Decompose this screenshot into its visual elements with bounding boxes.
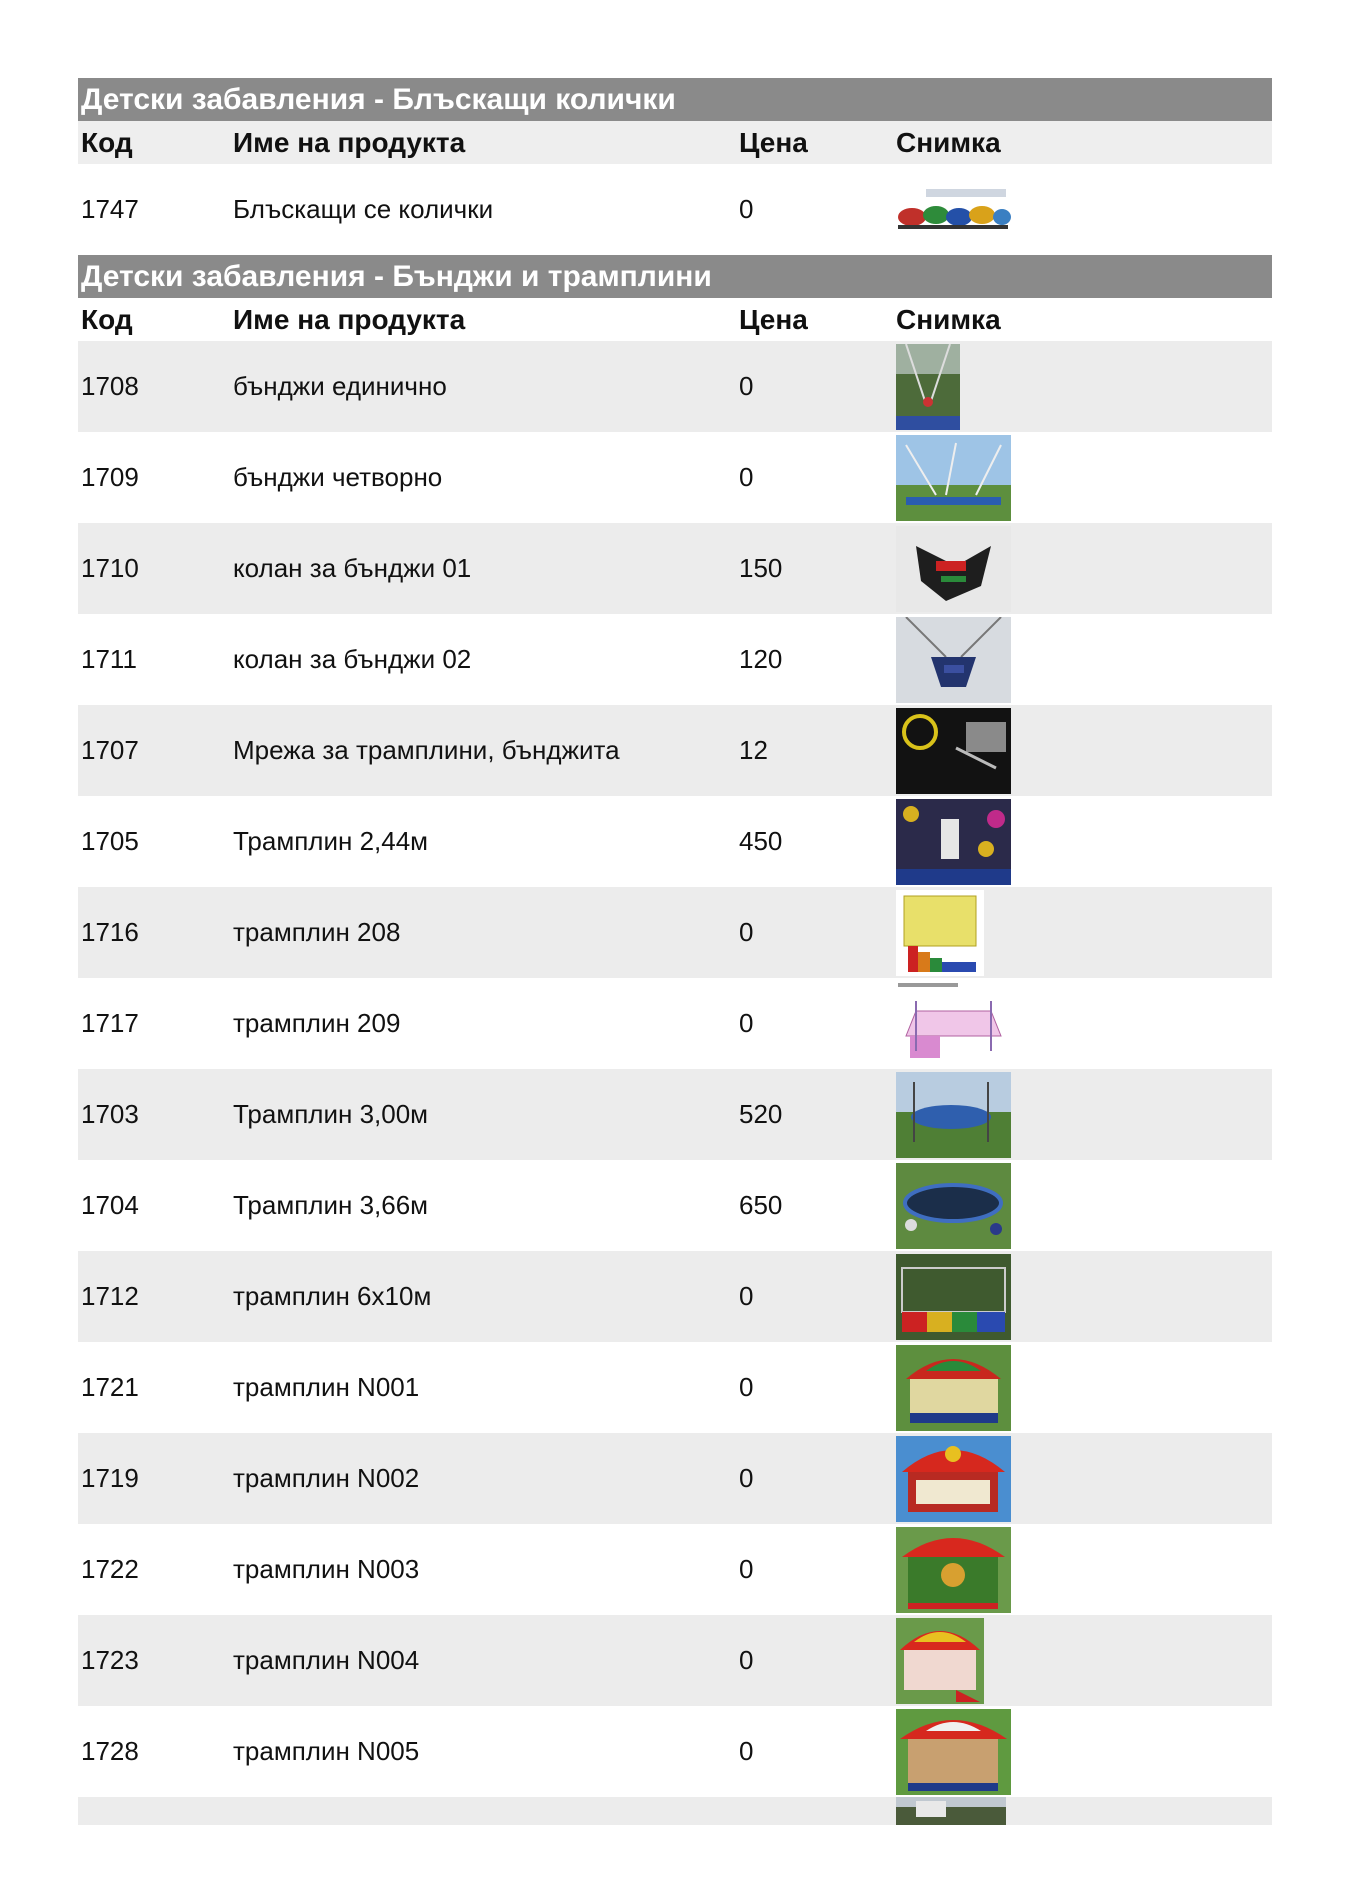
product-name: трамплин 209: [233, 1008, 401, 1038]
trampoline-300-photo: [896, 1072, 1011, 1158]
column-header-row: [78, 121, 1272, 164]
product-price: 0: [739, 1736, 754, 1766]
table-row: [78, 1069, 1272, 1160]
product-price: 0: [739, 1281, 754, 1311]
table-row: [78, 1251, 1272, 1342]
table-row-partial: [78, 1797, 1272, 1825]
column-photo-header: Снимка: [896, 303, 1001, 335]
product-name: Блъскащи се колички: [233, 194, 494, 224]
section-bungee-trampolines: [78, 255, 1272, 1825]
product-name: трамплин N003: [233, 1554, 420, 1584]
trampoline-n004-photo: [896, 1618, 984, 1704]
product-code: 1721: [81, 1372, 139, 1402]
product-name: трамплин N001: [233, 1372, 420, 1402]
table-row: [78, 523, 1272, 614]
product-code: 1711: [81, 644, 137, 674]
bumper-cars-photo: [896, 187, 1011, 233]
table-row: [78, 341, 1272, 432]
product-code: 1716: [81, 917, 139, 947]
column-code-header: Код: [81, 126, 133, 158]
product-name: бънджи единично: [233, 371, 447, 401]
column-header-row: [78, 298, 1272, 341]
product-price: 0: [739, 1008, 754, 1038]
product-price: 450: [739, 826, 783, 856]
product-name: Трамплин 3,66м: [233, 1190, 429, 1220]
product-code: 1708: [81, 371, 139, 401]
product-price: 0: [739, 1645, 754, 1675]
product-name: Мрежа за трамплини, бънджита: [233, 735, 620, 765]
trampoline-n003-photo: [896, 1527, 1011, 1613]
product-price: 0: [739, 1463, 754, 1493]
bungee-single-photo: [896, 344, 960, 430]
table-row: [78, 1160, 1272, 1251]
trampoline-208-photo: [896, 890, 984, 976]
product-name: трамплин 6х10м: [233, 1281, 432, 1311]
product-code: 1703: [81, 1099, 139, 1129]
product-code: 1707: [81, 735, 139, 765]
trampoline-n002-photo: [896, 1436, 1011, 1522]
column-price-header: Цена: [739, 303, 808, 335]
table-row: [78, 1706, 1272, 1797]
product-price: 520: [739, 1099, 783, 1129]
product-code: 1705: [81, 826, 139, 856]
bungee-harness-01-photo: [896, 526, 1011, 612]
table-row: [78, 705, 1272, 796]
product-name: бънджи четворно: [233, 462, 443, 492]
product-code: 1722: [81, 1554, 139, 1584]
product-price: 0: [739, 371, 754, 401]
trampoline-partial-photo: [896, 1797, 1006, 1825]
product-price: 0: [739, 1372, 754, 1402]
product-price: 150: [739, 553, 783, 583]
product-price: 12: [739, 735, 768, 765]
product-code: 1704: [81, 1190, 139, 1220]
trampoline-n005-photo: [896, 1709, 1011, 1795]
product-name: трамплин 208: [233, 917, 401, 947]
product-name: колан за бънджи 02: [233, 644, 472, 674]
table-row: [78, 796, 1272, 887]
column-price-header: Цена: [739, 126, 808, 158]
column-photo-header: Снимка: [896, 126, 1001, 158]
product-name: Трамплин 2,44м: [233, 826, 429, 856]
product-code: 1719: [81, 1463, 139, 1493]
product-code: 1747: [81, 194, 139, 224]
section-bumper-cars: [78, 78, 1272, 255]
table-row: [78, 1524, 1272, 1615]
trampoline-n001-photo: [896, 1345, 1011, 1431]
table-row: [78, 164, 1272, 255]
column-code-header: Код: [81, 303, 133, 335]
table-row: [78, 978, 1272, 1069]
product-price: 0: [739, 194, 754, 224]
bungee-harness-02-photo: [896, 617, 1011, 703]
bungee-quad-photo: [896, 435, 1011, 521]
product-price: 0: [739, 917, 754, 947]
product-code: 1710: [81, 553, 139, 583]
column-name-header: Име на продукта: [233, 126, 466, 158]
trampoline-6x10-photo: [896, 1254, 1011, 1340]
product-name: Трамплин 3,00м: [233, 1099, 429, 1129]
product-name: трамплин N004: [233, 1645, 420, 1675]
price-list-sheet: [78, 78, 1272, 1825]
product-name: трамплин N002: [233, 1463, 420, 1493]
product-name: трамплин N005: [233, 1736, 420, 1766]
trampoline-net-photo: [896, 708, 1011, 794]
table-row: [78, 432, 1272, 523]
product-code: 1723: [81, 1645, 139, 1675]
column-name-header: Име на продукта: [233, 303, 466, 335]
table-row: [78, 1615, 1272, 1706]
product-price: 120: [739, 644, 783, 674]
product-price: 0: [739, 1554, 754, 1584]
product-code: 1709: [81, 462, 139, 492]
product-price: 650: [739, 1190, 783, 1220]
table-row: [78, 1342, 1272, 1433]
product-code: 1712: [81, 1281, 139, 1311]
product-code: 1728: [81, 1736, 139, 1766]
table-row: [78, 887, 1272, 978]
section-title: Детски забавления - Бънджи и трамплини: [78, 255, 1272, 298]
table-row: [78, 614, 1272, 705]
table-row: [78, 1433, 1272, 1524]
trampoline-244-photo: [896, 799, 1011, 885]
product-code: 1717: [81, 1008, 139, 1038]
trampoline-366-photo: [896, 1163, 1011, 1249]
section-title: Детски забавления - Блъскащи колички: [78, 78, 1272, 121]
trampoline-209-photo: [896, 981, 1011, 1067]
product-price: 0: [739, 462, 754, 492]
product-name: колан за бънджи 01: [233, 553, 472, 583]
